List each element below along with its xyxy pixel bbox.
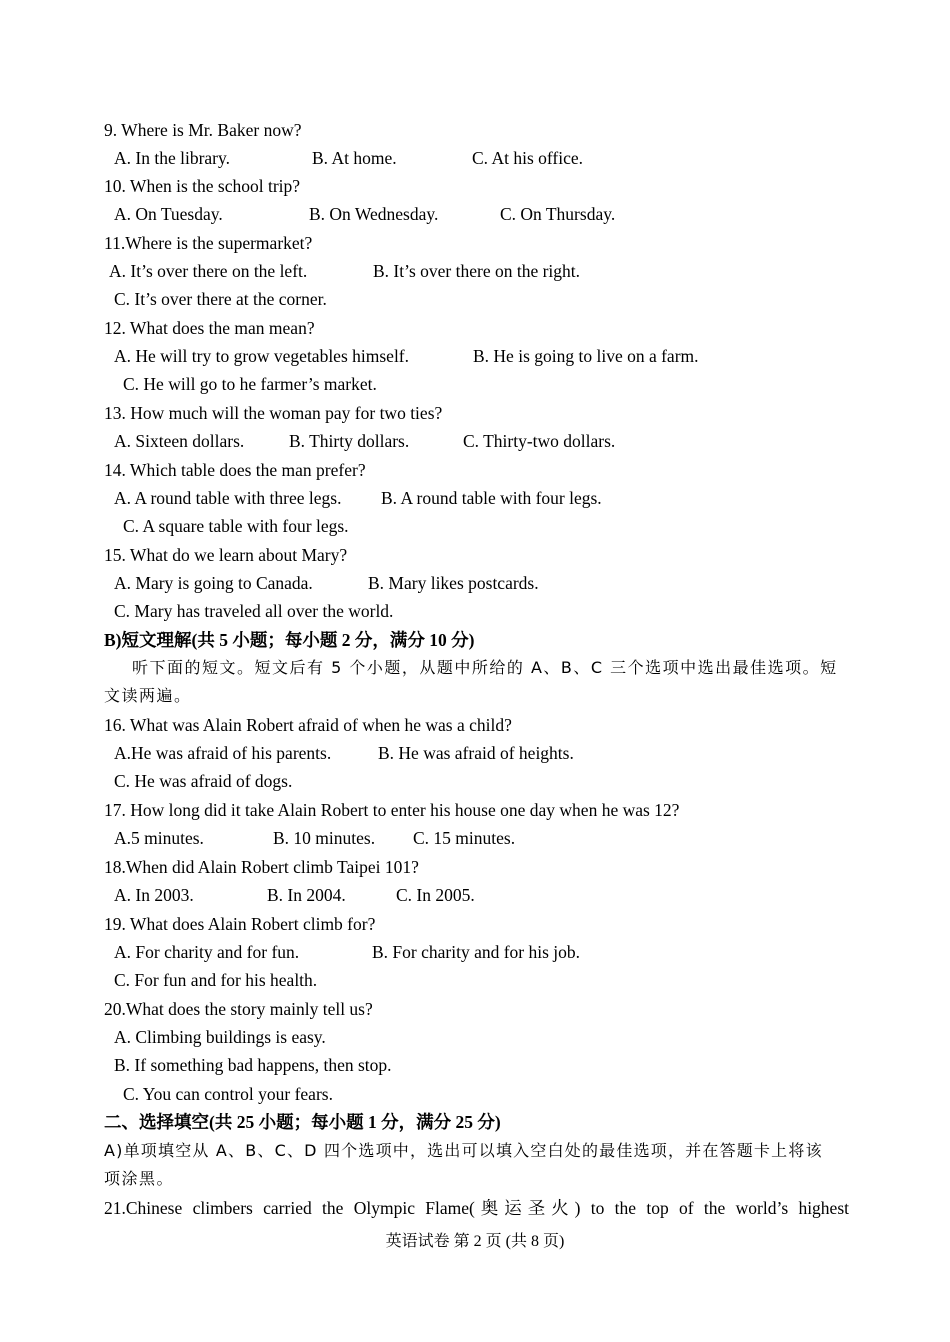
option-a: A.He was afraid of his parents. xyxy=(114,743,332,763)
option-c: C. He was afraid of dogs. xyxy=(114,771,293,791)
option-b: B. Thirty dollars. xyxy=(289,431,410,451)
option-c: C. 15 minutes. xyxy=(413,828,516,848)
option-c: C. For fun and for his health. xyxy=(114,970,318,990)
question-19-options xyxy=(104,938,849,966)
option-b: B. At home. xyxy=(312,148,397,168)
question-9-options xyxy=(104,144,849,172)
option-a: A. He will try to grow vegetables himself. xyxy=(114,346,410,366)
question-16-stem: 16. What was Alain Robert afraid of when he was a child? xyxy=(104,715,512,735)
part-2-instruction: A)单项填空从 A、B、C、D 四个选项中，选出可以填入空白处的最佳选项，并在答题卡上将该 xyxy=(104,1141,823,1160)
option-c: C. Thirty-two dollars. xyxy=(463,431,616,451)
section-b-instruction: 听下面的短文。短文后有 5 个小题，从题中所给的 A、B、C 三个选项中选出最佳选项。短 xyxy=(132,658,838,677)
option-b: B. A round table with four legs. xyxy=(381,488,602,508)
question-14-options xyxy=(104,484,849,512)
option-c: C. At his office. xyxy=(472,148,583,168)
question-14-stem: 14. Which table does the man prefer? xyxy=(104,460,366,480)
option-a: A. In the library. xyxy=(114,148,230,168)
question-14-option-c-line xyxy=(104,512,849,540)
option-a: A. On Tuesday. xyxy=(114,204,223,224)
option-a: A. Mary is going to Canada. xyxy=(114,573,313,593)
question-15-stem: 15. What do we learn about Mary? xyxy=(104,545,348,565)
option-b: B. If something bad happens, then stop. xyxy=(114,1055,392,1075)
question-9-stem: 9. Where is Mr. Baker now? xyxy=(104,120,302,140)
question-20-option-b-line xyxy=(104,1051,849,1079)
option-a: A. For charity and for fun. xyxy=(114,942,300,962)
option-c: C. Mary has traveled all over the world. xyxy=(114,601,394,621)
option-a: A. In 2003. xyxy=(114,885,194,905)
part-2-heading: 二、选择填空(共 25 小题；每小题 1 分，满分 25 分) xyxy=(104,1112,501,1132)
question-11-stem: 11.Where is the supermarket? xyxy=(104,233,313,253)
question-16-option-c-line xyxy=(104,767,849,795)
question-11-option-c-line xyxy=(104,285,849,313)
question-20-option-a-line xyxy=(104,1023,849,1051)
section-b-instruction-cont: 文读两遍。 xyxy=(104,686,192,705)
option-c: C. It’s over there at the corner. xyxy=(114,289,327,309)
option-a: A.5 minutes. xyxy=(114,828,204,848)
option-c: C. A square table with four legs. xyxy=(123,516,349,536)
option-a: A. Climbing buildings is easy. xyxy=(114,1027,326,1047)
question-13-stem: 13. How much will the woman pay for two ties? xyxy=(104,403,443,423)
option-b: B. He was afraid of heights. xyxy=(378,743,574,763)
question-15-options xyxy=(104,569,849,597)
question-13-options xyxy=(104,427,849,455)
question-16-options xyxy=(104,739,849,767)
question-12-options xyxy=(104,342,849,370)
option-b: B. For charity and for his job. xyxy=(372,942,581,962)
question-12-option-c-line xyxy=(104,370,849,398)
option-a: A. It’s over there on the left. xyxy=(109,261,308,281)
question-20-stem: 20.What does the story mainly tell us? xyxy=(104,999,373,1019)
option-b: B. Mary likes postcards. xyxy=(368,573,539,593)
question-11-options xyxy=(104,257,849,285)
option-c: C. You can control your fears. xyxy=(123,1084,333,1104)
question-17-options xyxy=(104,824,849,852)
question-10-options xyxy=(104,200,849,228)
option-b: B. On Wednesday. xyxy=(309,204,439,224)
question-12-stem: 12. What does the man mean? xyxy=(104,318,315,338)
option-a: A. Sixteen dollars. xyxy=(114,431,245,451)
question-19-option-c-line xyxy=(104,966,849,994)
question-10-stem: 10. When is the school trip? xyxy=(104,176,301,196)
option-a: A. A round table with three legs. xyxy=(114,488,342,508)
option-c: C. He will go to he farmer’s market. xyxy=(123,374,377,394)
option-b: B. In 2004. xyxy=(267,885,346,905)
part-2-instruction-cont: 项涂黑。 xyxy=(104,1169,175,1188)
question-19-stem: 19. What does Alain Robert climb for? xyxy=(104,914,376,934)
question-17-stem: 17. How long did it take Alain Robert to enter his house one day when he was 12? xyxy=(104,800,680,820)
question-21-stem: 21.Chinese climbers carried the Olympic Flame(奥运圣火) to the top of the world’s highest xyxy=(104,1198,849,1218)
option-b: B. He is going to live on a farm. xyxy=(473,346,699,366)
option-b: B. It’s over there on the right. xyxy=(373,261,581,281)
option-b: B. 10 minutes. xyxy=(273,828,376,848)
page-footer: 英语试卷 第 2 页 (共 8 页) xyxy=(385,1233,565,1250)
question-20-option-c-line xyxy=(104,1080,849,1108)
option-c: C. In 2005. xyxy=(396,885,475,905)
section-b-heading: B)短文理解(共 5 小题；每小题 2 分，满分 10 分) xyxy=(104,630,475,650)
question-18-stem: 18.When did Alain Robert climb Taipei 101? xyxy=(104,857,419,877)
option-c: C. On Thursday. xyxy=(500,204,616,224)
question-15-option-c-line xyxy=(104,597,849,625)
question-18-options xyxy=(104,881,849,909)
